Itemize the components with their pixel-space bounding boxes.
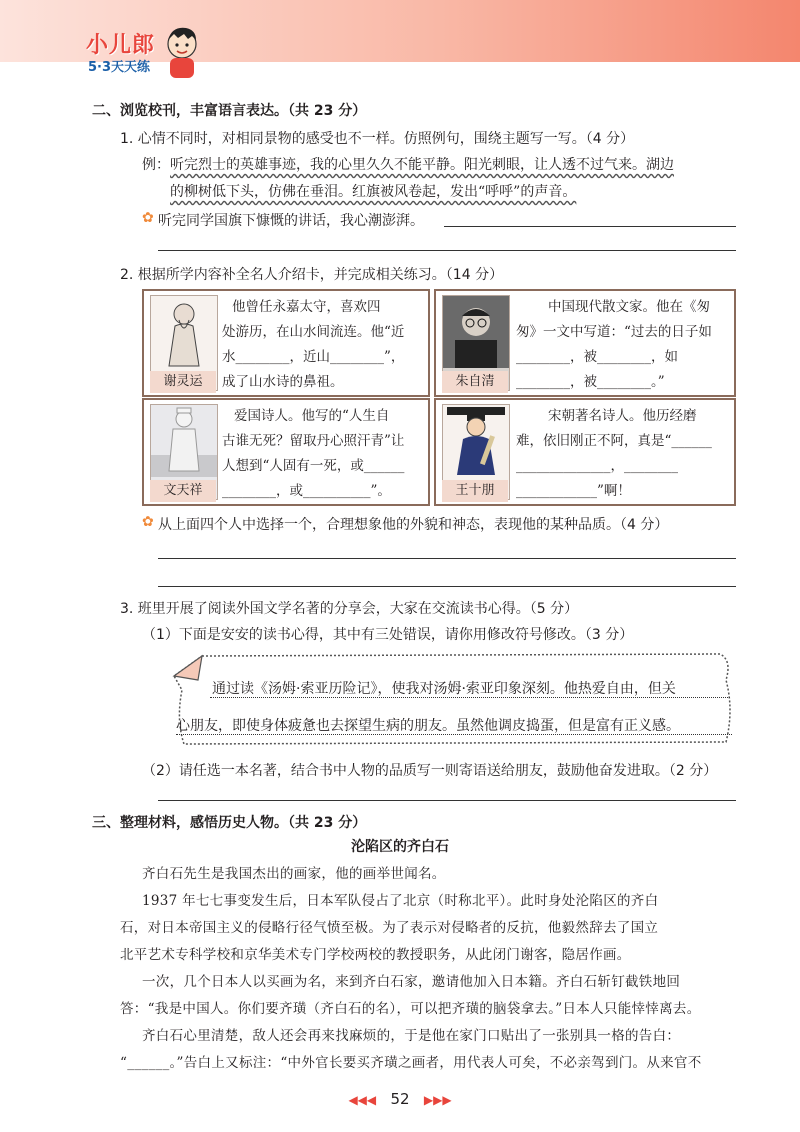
card-text-line: 古谁无死？留取丹心照汗青”让 [222,433,405,449]
article-line: 齐白石心里清楚，敌人还会再来找麻烦的，于是他在家门口贴出了一张别具一格的告白： [142,1028,681,1044]
article-line: 石，对日本帝国主义的侵略行径气愤至极。为了表示对侵略者的反抗，他毅然辞去了国立 [120,920,659,936]
card-zhu-ziqing [434,289,736,397]
q2-prompt: 2. 根据所学内容补全名人介绍卡，并完成相关练习。（14 分） [120,267,504,283]
answer-line[interactable] [158,800,736,801]
q2-task: 从上面四个人中选择一个，合理想象他的外貌和神态，表现他的某种品质。（4 分） [158,517,669,533]
article-title: 沦陷区的齐白石 [351,839,449,855]
note-rule [210,697,730,698]
card-name: 文天祥 [150,480,216,502]
card-name: 谢灵运 [150,371,216,393]
next-arrows-icon: ▶▶▶ [423,1093,452,1107]
mascot-icon [162,22,202,82]
prev-arrows-icon: ◀◀◀ [348,1093,377,1107]
card-text-line: 中国现代散文家。他在《匆 [548,299,710,315]
q1-prompt: 1. 心情不同时，对相同景物的感受也不一样。仿照例句，围绕主题写一写。（4 分） [120,131,635,147]
article-line: 答：“我是中国人。你们要齐璜（齐白石的名），可以把齐璜的脑袋拿去。”日本人只能悻悻离去。 [120,1001,701,1017]
q3-sub1: （1）下面是安安的读书心得，其中有三处错误，请你用修改符号修改。（3 分） [142,627,634,643]
q3-sub2: （2）请任选一本名著，结合书中人物的品质写一则寄语送给朋友，鼓励他奋发进取。（2 分） [142,763,718,779]
logo-subtitle: 5·3天天练 [88,60,151,75]
q1-example-label: 例： [142,157,170,173]
note-line2: 心朋友，即使身体疲惫也去探望生病的朋友。虽然他调皮捣蛋，但是富有正义感。 [176,718,680,734]
flower-icon: ✿ [142,210,154,226]
card-text-line: 人想到“人固有一死，或______ [222,458,405,474]
answer-line[interactable] [444,226,736,227]
card-wang-shipeng [434,398,736,506]
page-number: 52 [390,1090,410,1108]
card-text-line: 匆》一文中写道：“过去的日子如 [516,324,712,340]
card-xie-lingyun [142,289,430,397]
section3-heading: 三、整理材料，感悟历史人物。（共 23 分） [92,815,367,831]
card-text-line: ____________”啊！ [516,483,631,499]
article-line: 齐白石先生是我国杰出的画家，他的画举世闻名。 [142,866,446,882]
q3-prompt: 3. 班里开展了阅读外国文学名著的分享会，大家在交流读书心得。（5 分） [120,601,579,617]
card-text-line: 爱国诗人。他写的“人生自 [234,408,390,424]
answer-line[interactable] [158,558,736,559]
card-text-line: 难，依旧刚正不阿，真是“______ [516,433,712,449]
card-name: 王十朋 [442,480,508,502]
card-text-line: 水________，近山________”， [222,349,405,365]
q1-example-line1: 听完烈士的英雄事迹，我的心里久久不能平静。阳光刺眼，让人透不过气来。湖边 [170,157,674,173]
note-rule [176,734,732,735]
card-text-line: ________，被________。” [516,374,665,390]
page-footer [0,1090,800,1108]
card-text-line: 处游历，在山水间流连。他“近 [222,324,405,340]
card-text-line: 宋朝著名诗人。他历经磨 [548,408,697,424]
section2-heading: 二、浏览校刊，丰富语言表达。（共 23 分） [92,103,367,119]
article-line: 1937 年七七事变发生后，日本军队侵占了北京（时称北平）。此时身处沦陷区的齐白 [142,893,659,909]
card-wen-tianxiang [142,398,430,506]
card-text-line: 他曾任永嘉太守，喜欢四 [232,299,381,315]
card-name: 朱自清 [442,371,508,393]
card-text-line: ________，被________，如 [516,349,678,365]
answer-line[interactable] [158,586,736,587]
article-line: 北平艺术专科学校和京华美术专门学校两校的教授职务，从此闭门谢客，隐居作画。 [120,947,631,963]
answer-line[interactable] [158,250,736,251]
article-line: 一次，几个日本人以买画为名，来到齐白石家，邀请他加入日本籍。齐白石斩钉截铁地回 [142,974,681,990]
note-line1: 通过读《汤姆·索亚历险记》，使我对汤姆·索亚印象深刻。他热爱自由，但关 [212,681,676,697]
card-text-line: ________，或__________”。 [222,483,391,499]
card-text-line: 成了山水诗的鼻祖。 [222,374,344,390]
q1-task: 听完同学国旗下慷慨的讲话，我心潮澎湃。 [158,213,424,229]
q1-example-line2: 的柳树低下头，仿佛在垂泪。红旗被风卷起，发出“呼呼”的声音。 [170,184,577,200]
card-text-line: ______________，________ [516,458,678,474]
article-line: “______。”告白上又标注：“中外官长要买齐璜之画者，用代表人可矣，不必亲驾到门。从来官不 [120,1055,702,1071]
flower-icon: ✿ [142,514,154,530]
logo-title: 小儿郎 [86,32,156,58]
